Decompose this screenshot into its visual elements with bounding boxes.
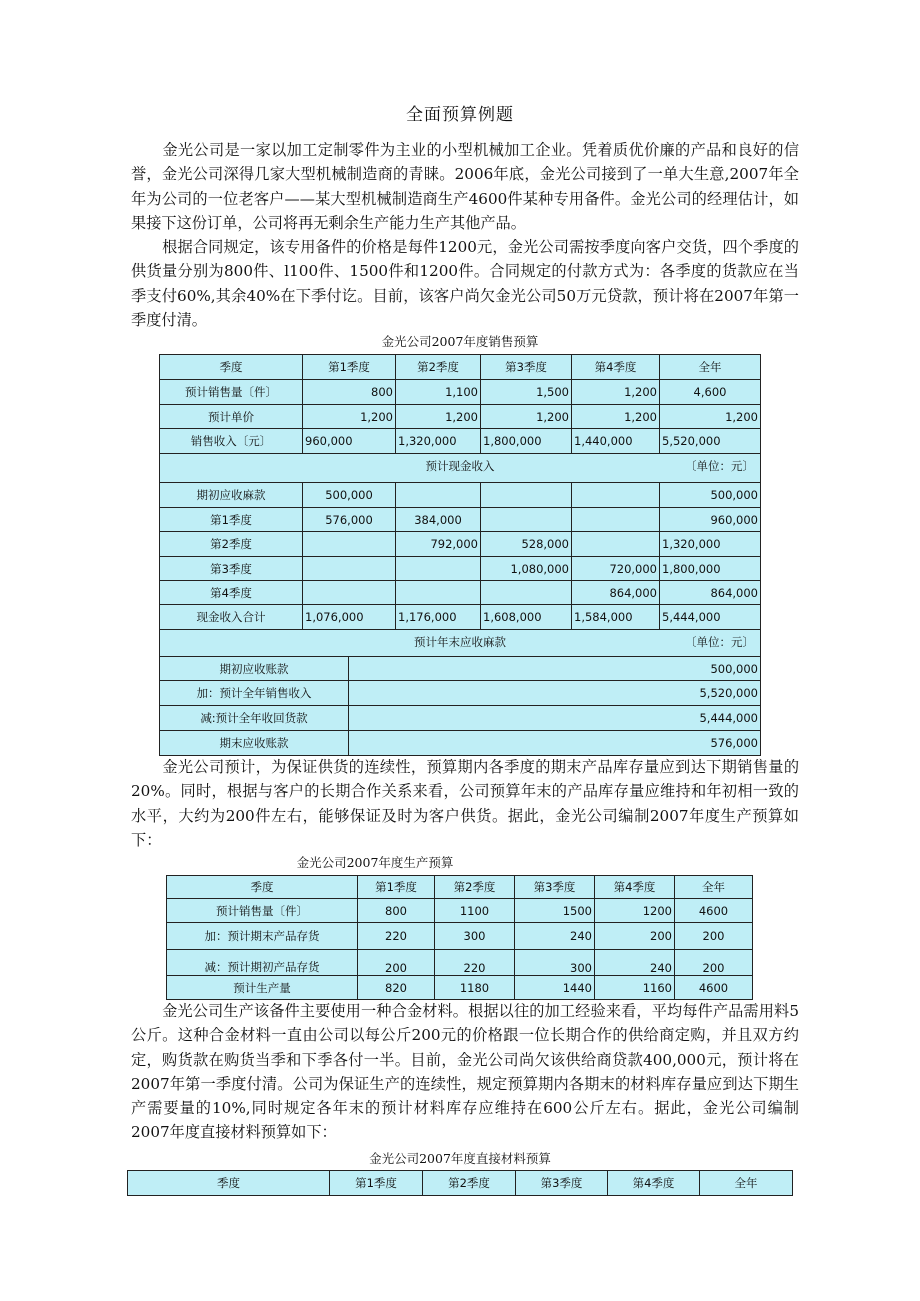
table-row — [160, 557, 761, 581]
table-row — [160, 657, 761, 681]
row-label: 销售收入〔元〕 — [160, 429, 303, 454]
table-cell: 1,200 — [303, 405, 396, 429]
table-cell: 1,200 — [572, 405, 660, 429]
table-cell: 864,000 — [660, 581, 761, 605]
table-cell: 1,320,000 — [660, 532, 761, 557]
col-header: 第1季度 — [358, 876, 435, 899]
material-budget-table — [127, 1170, 793, 1196]
paragraph-2 — [131, 235, 799, 332]
row-label: 减：预计期初产品存货 — [167, 950, 358, 976]
col-header: 第1季度 — [330, 1171, 423, 1196]
table-cell: 528,000 — [481, 532, 572, 557]
table-cell — [481, 483, 572, 508]
col-header: 全年 — [675, 876, 753, 899]
unit-label: 〔单位：元〕 — [685, 459, 754, 473]
table-cell: 500,000 — [349, 657, 761, 681]
table-cell: 1,500 — [481, 380, 572, 405]
table-row — [160, 429, 761, 454]
col-header: 季度 — [160, 355, 303, 380]
row-label: 预计销售量〔件〕 — [160, 380, 303, 405]
table-row-total — [160, 605, 761, 630]
table-cell: 864,000 — [572, 581, 660, 605]
table-row — [160, 706, 761, 731]
table-cell — [572, 508, 660, 532]
col-header: 全年 — [660, 355, 761, 380]
table-cell — [396, 483, 481, 508]
table-cell — [572, 483, 660, 508]
paragraph-1-text: 金光公司是一家以加工定制零件为主业的小型机械加工企业。凭着质优价廉的产品和良好的信誉，金光公司深得几家大型机械制造商的青睐。2006年底，金光公司接到了一单大生意,2007年全年为公司的一位老客户——某大型机械制造商生产4600件某种专用备件。金光公司的经理估计，如果接下这份订单，公司将再无剩余生产能力生产其他产品。 — [131, 141, 799, 232]
material-budget-caption: 金光公司2007年度直接材料预算 — [369, 1151, 551, 1166]
table-cell: 200 — [595, 923, 675, 950]
paragraph-3-text: 金光公司预计，为保证供货的连续性，预算期内各季度的期末产品库存量应到达下期销售量的20%。同时，根据与客户的长期合作关系来看，公司预算年末的产品库存量应维持和年初相一致的水平，大约为200件左右，能够保证及时为客户供货。据此，金光公司编制2007年度生产预算如下： — [131, 758, 799, 849]
paragraph-2-text: 根据合同规定，该专用备件的价格是每件1200元，金光公司需按季度向客户交货，四个季度的供货量分别为800件、l100件、1500件和1200件。合同规定的付款方式为：各季度的货款应在当季支付60%,其余40%在下季付讫。目前，该客户尚欠金光公司50万元贷款，预计将在2007年第一季度付清。 — [131, 238, 799, 329]
table-cell: 1,080,000 — [481, 557, 572, 581]
row-label: 减:预计全年收回货款 — [160, 706, 349, 731]
row-label: 现金收入合计 — [160, 605, 303, 630]
table-row — [160, 532, 761, 557]
section-header-cell — [160, 630, 761, 659]
col-header: 第3季度 — [481, 355, 572, 380]
table-cell: 200 — [358, 950, 435, 976]
table-cell: 576,000 — [349, 731, 761, 756]
row-label: 加：预计期末产品存货 — [167, 923, 358, 950]
table-cell: 1,200 — [481, 405, 572, 429]
production-budget-table — [166, 875, 753, 1000]
row-label: 预计单价 — [160, 405, 303, 429]
col-header: 第1季度 — [303, 355, 396, 380]
table-cell: 5,444,000 — [349, 706, 761, 731]
table-cell: 5,520,000 — [349, 681, 761, 706]
receivables-title: 预计年末应收麻款 — [414, 635, 506, 649]
col-header: 全年 — [700, 1171, 793, 1196]
table-cell: 1,200 — [660, 405, 761, 429]
table-cell: 220 — [435, 950, 515, 976]
table-cell: 960,000 — [303, 429, 396, 454]
col-header: 季度 — [128, 1171, 330, 1196]
table-row — [160, 581, 761, 605]
table-cell — [303, 581, 396, 605]
unit-label: 〔单位：元〕 — [685, 635, 754, 649]
paragraph-1 — [131, 138, 799, 235]
table-cell: 1,584,000 — [572, 605, 660, 630]
receivables-table — [159, 656, 761, 756]
row-label: 第2季度 — [160, 532, 303, 557]
col-header: 第2季度 — [435, 876, 515, 899]
table-cell: 576,000 — [303, 508, 396, 532]
table-row — [167, 923, 753, 950]
table-cell: 4,600 — [660, 380, 761, 405]
document-title: 全面预算例题 — [406, 105, 514, 125]
col-header: 第3季度 — [516, 1171, 608, 1196]
table-cell: 1440 — [515, 976, 595, 1000]
table-cell: 1500 — [515, 899, 595, 923]
table-cell: 300 — [515, 950, 595, 976]
sales-header-row — [160, 355, 761, 380]
row-label: 期末应收账款 — [160, 731, 349, 756]
table-cell — [396, 557, 481, 581]
production-header-row — [167, 876, 753, 899]
table-cell: 1,440,000 — [572, 429, 660, 454]
row-label: 第4季度 — [160, 581, 303, 605]
table-cell: 720,000 — [572, 557, 660, 581]
row-label: 第1季度 — [160, 508, 303, 532]
table-row — [160, 483, 761, 508]
table-cell: 5,444,000 — [660, 605, 761, 630]
table-cell: 1,608,000 — [481, 605, 572, 630]
table-cell: 1,800,000 — [660, 557, 761, 581]
table-cell: 1,800,000 — [481, 429, 572, 454]
col-header: 第3季度 — [515, 876, 595, 899]
col-header: 第2季度 — [423, 1171, 516, 1196]
row-label: 预计销售量〔件〕 — [167, 899, 358, 923]
table-cell: 240 — [515, 923, 595, 950]
paragraph-4 — [131, 999, 799, 1145]
table-row — [160, 380, 761, 405]
table-cell: 500,000 — [303, 483, 396, 508]
sales-budget-table — [159, 354, 761, 659]
table-cell: 800 — [358, 899, 435, 923]
section-header-cell — [160, 454, 761, 483]
section-header-row — [160, 454, 761, 483]
production-budget-caption: 金光公司2007年度生产预算 — [296, 855, 454, 870]
table-cell: 220 — [358, 923, 435, 950]
table-cell: 1,200 — [572, 380, 660, 405]
table-cell: 1,176,000 — [396, 605, 481, 630]
table-cell: 240 — [595, 950, 675, 976]
paragraph-4-text: 金光公司生产该备件主要使用一种合金材料。根据以往的加工经验来看，平均每件产品需用料5公斤。这种合金材料一直由公司以每公斤200元的价格跟一位长期合作的供给商定购，并且双方约定，购货款在购货当季和下季各付一半。目前，金光公司尚欠该供给商贷款400,000元，预计将在2007年第一季度付清。公司为保证生产的连续性，规定预算期内各期末的材料库存量应到达下期生产需要量的10%,同时规定各年末的预计材料库存应维持在600公斤左右。据此，金光公司编制2007年度直接材料预算如下： — [131, 1002, 799, 1142]
table-row — [160, 731, 761, 756]
table-cell — [396, 581, 481, 605]
table-cell: 200 — [675, 950, 753, 976]
table-cell: 1200 — [595, 899, 675, 923]
table-row — [167, 899, 753, 923]
table-cell: 4600 — [675, 976, 753, 1000]
table-row — [160, 405, 761, 429]
table-cell: 1,100 — [396, 380, 481, 405]
sales-budget-caption: 金光公司2007年度销售预算 — [381, 334, 539, 349]
col-header: 第4季度 — [572, 355, 660, 380]
table-cell: 4600 — [675, 899, 753, 923]
paragraph-3 — [131, 755, 799, 852]
table-cell — [572, 532, 660, 557]
table-cell — [303, 532, 396, 557]
table-cell: 800 — [303, 380, 396, 405]
table-row — [160, 508, 761, 532]
table-row — [167, 976, 753, 1000]
table-cell: 500,000 — [660, 483, 761, 508]
col-header: 第2季度 — [396, 355, 481, 380]
col-header: 季度 — [167, 876, 358, 899]
table-cell: 1,076,000 — [303, 605, 396, 630]
table-cell — [481, 581, 572, 605]
cash-receipts-title: 预计现金收入 — [425, 459, 495, 473]
table-cell: 820 — [358, 976, 435, 1000]
table-cell: 1160 — [595, 976, 675, 1000]
row-label: 期初应收麻款 — [160, 483, 303, 508]
col-header: 第4季度 — [608, 1171, 700, 1196]
row-label: 第3季度 — [160, 557, 303, 581]
table-cell — [481, 508, 572, 532]
table-row — [167, 950, 753, 976]
table-cell: 1100 — [435, 899, 515, 923]
table-cell: 1,320,000 — [396, 429, 481, 454]
section-header-row — [160, 630, 761, 659]
table-row — [160, 681, 761, 706]
row-label: 加：预计全年销售收入 — [160, 681, 349, 706]
material-header-row — [128, 1171, 793, 1196]
table-cell: 200 — [675, 923, 753, 950]
table-cell: 384,000 — [396, 508, 481, 532]
col-header: 第4季度 — [595, 876, 675, 899]
row-label: 预计生产量 — [167, 976, 358, 1000]
table-cell: 5,520,000 — [660, 429, 761, 454]
row-label: 期初应收账款 — [160, 657, 349, 681]
table-cell — [303, 557, 396, 581]
table-cell: 1,200 — [396, 405, 481, 429]
table-cell: 300 — [435, 923, 515, 950]
table-cell: 1180 — [435, 976, 515, 1000]
table-cell: 792,000 — [396, 532, 481, 557]
table-cell: 960,000 — [660, 508, 761, 532]
